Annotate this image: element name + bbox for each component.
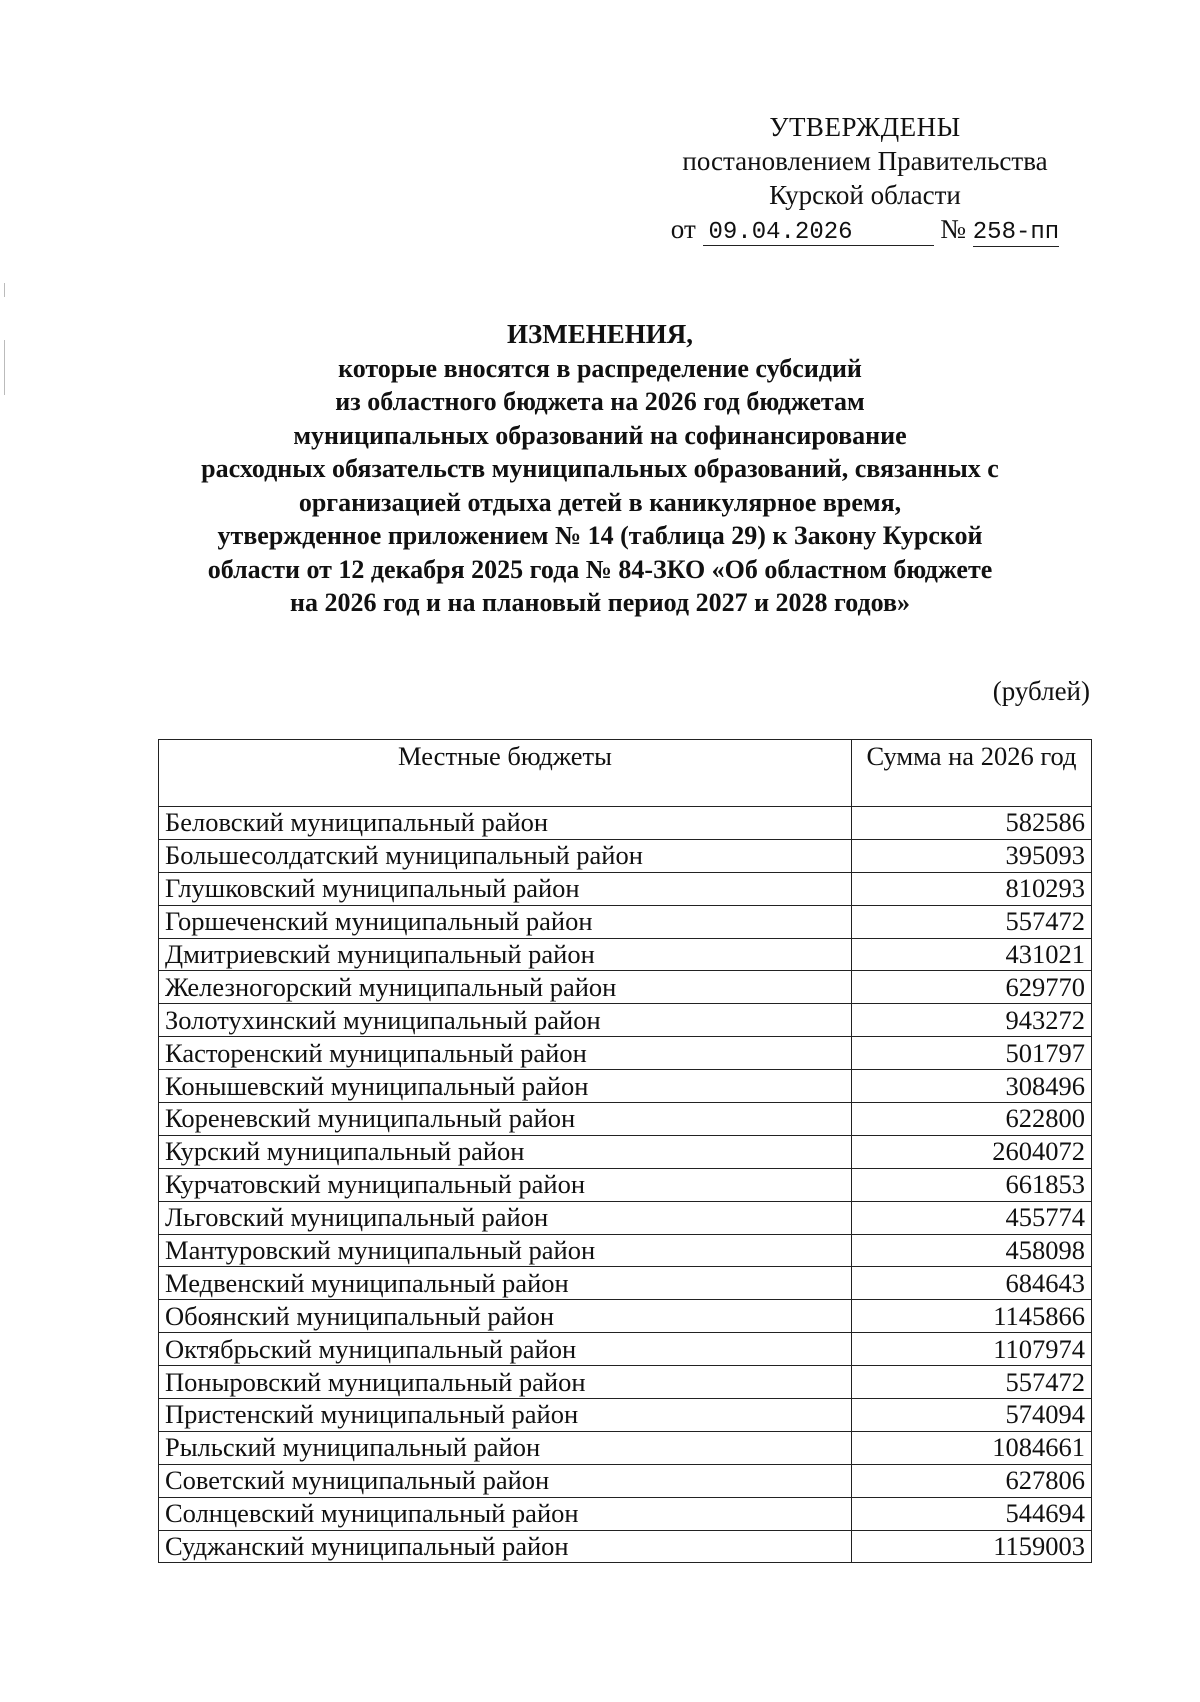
- budget-name-cell: Пристенский муниципальный район: [159, 1399, 852, 1432]
- budget-name-cell: Касторенский муниципальный район: [159, 1037, 852, 1070]
- table-row: [159, 1004, 1092, 1037]
- units-label: (рублей): [992, 676, 1090, 706]
- budget-sum-cell: 582586: [852, 807, 1092, 840]
- table-row: [159, 971, 1092, 1004]
- budget-sum-cell: 2604072: [852, 1135, 1092, 1168]
- budget-sum-cell: 431021: [852, 938, 1092, 971]
- table-row: [159, 1431, 1092, 1464]
- heading-line: муниципальных образований на софинансирование: [293, 420, 907, 450]
- budget-name-cell: Горшеченский муниципальный район: [159, 905, 852, 938]
- budget-sum-cell: 943272: [852, 1004, 1092, 1037]
- budget-name-cell: Рыльский муниципальный район: [159, 1431, 852, 1464]
- table-row: [159, 1201, 1092, 1234]
- heading-line: из областного бюджета на 2026 год бюджетам: [335, 387, 865, 416]
- date-prefix: от: [670, 214, 696, 244]
- budget-sum-cell: 455774: [852, 1201, 1092, 1234]
- table-row: [159, 1366, 1092, 1399]
- budget-sum-cell: 574094: [852, 1399, 1092, 1432]
- budget-table: [158, 739, 1092, 1563]
- budget-name-cell: Советский муниципальный район: [159, 1464, 852, 1497]
- budget-name-cell: Кореневский муниципальный район: [159, 1103, 852, 1136]
- table-row: [159, 938, 1092, 971]
- table-row: [159, 1530, 1092, 1563]
- approval-block: [640, 110, 1090, 246]
- budget-name-cell: Дмитриевский муниципальный район: [159, 938, 852, 971]
- budget-sum-cell: 557472: [852, 905, 1092, 938]
- table-row: [159, 1037, 1092, 1070]
- table-row: [159, 1300, 1092, 1333]
- budget-sum-cell: 1145866: [852, 1300, 1092, 1333]
- budget-name-cell: Октябрьский муниципальный район: [159, 1333, 852, 1366]
- budget-sum-cell: 1084661: [852, 1431, 1092, 1464]
- budget-name-cell: Мантуровский муниципальный район: [159, 1234, 852, 1267]
- heading-title: ИЗМЕНЕНИЯ,: [506, 319, 693, 349]
- budget-sum-cell: 629770: [852, 971, 1092, 1004]
- budget-sum-cell: 1159003: [852, 1530, 1092, 1563]
- table-row: [159, 1464, 1092, 1497]
- heading-line: области от 12 декабря 2025 года № 84-ЗКО «Об областном бюджете: [207, 554, 993, 584]
- table-row: [159, 905, 1092, 938]
- budget-sum-cell: 501797: [852, 1037, 1092, 1070]
- budget-name-cell: Золотухинский муниципальный район: [159, 1004, 852, 1037]
- table-row: [159, 1168, 1092, 1201]
- table-body: [159, 807, 1092, 1563]
- column-header-sum: Сумма на 2026 год: [852, 740, 1092, 807]
- budget-sum-cell: 557472: [852, 1366, 1092, 1399]
- table-row: [159, 1267, 1092, 1300]
- budget-name-cell: Поныровский муниципальный район: [159, 1366, 852, 1399]
- budget-name-cell: Беловский муниципальный район: [159, 807, 852, 840]
- budget-sum-cell: 627806: [852, 1464, 1092, 1497]
- budget-name-cell: Суджанский муниципальный район: [159, 1530, 852, 1563]
- approval-title: УТВЕРЖДЕНЫ: [769, 112, 961, 142]
- table-row: [159, 1234, 1092, 1267]
- column-header-budgets: Местные бюджеты: [159, 740, 852, 807]
- table-row: [159, 1135, 1092, 1168]
- budget-name-cell: Глушковский муниципальный район: [159, 872, 852, 905]
- approval-line-2: Курской области: [769, 180, 961, 210]
- approval-date-line: [640, 212, 1090, 246]
- heading-line: утвержденное приложением № 14 (таблица 29) к Закону Курской: [217, 521, 983, 550]
- budget-name-cell: Обоянский муниципальный район: [159, 1300, 852, 1333]
- table-row: [159, 872, 1092, 905]
- budget-name-cell: Курчатовский муниципальный район: [159, 1168, 852, 1201]
- budget-sum-cell: 458098: [852, 1234, 1092, 1267]
- budget-sum-cell: 684643: [852, 1267, 1092, 1300]
- budget-sum-cell: 395093: [852, 839, 1092, 872]
- budget-name-cell: Солнцевский муниципальный район: [159, 1497, 852, 1530]
- budget-sum-cell: 661853: [852, 1168, 1092, 1201]
- budget-name-cell: Большесолдатский муниципальный район: [159, 839, 852, 872]
- approval-date: 09.04.2026: [703, 221, 934, 246]
- budget-sum-cell: 810293: [852, 872, 1092, 905]
- document-heading: [130, 318, 1070, 620]
- table-row: [159, 1070, 1092, 1103]
- table-row: [159, 1333, 1092, 1366]
- approval-number: 258-пп: [972, 219, 1060, 246]
- budget-name-cell: Железногорский муниципальный район: [159, 971, 852, 1004]
- approval-line-1: постановлением Правительства: [682, 146, 1048, 176]
- table-header-row: [159, 740, 1092, 807]
- heading-line: расходных обязательств муниципальных образований, связанных с: [201, 454, 999, 483]
- table-row: [159, 1399, 1092, 1432]
- budget-name-cell: Льговский муниципальный район: [159, 1201, 852, 1234]
- budget-sum-cell: 308496: [852, 1070, 1092, 1103]
- budget-name-cell: Курский муниципальный район: [159, 1135, 852, 1168]
- scan-edge-mark: [4, 283, 5, 297]
- heading-line: организацией отдыха детей в каникулярное время,: [298, 487, 902, 517]
- budget-sum-cell: 622800: [852, 1103, 1092, 1136]
- budget-name-cell: Конышевский муниципальный район: [159, 1070, 852, 1103]
- table-row: [159, 839, 1092, 872]
- table-row: [159, 807, 1092, 840]
- scan-edge-mark: [4, 340, 5, 395]
- budget-sum-cell: 544694: [852, 1497, 1092, 1530]
- budget-name-cell: Медвенский муниципальный район: [159, 1267, 852, 1300]
- heading-line: на 2026 год и на плановый период 2027 и 2028 годов»: [289, 588, 911, 617]
- table-row: [159, 1497, 1092, 1530]
- budget-sum-cell: 1107974: [852, 1333, 1092, 1366]
- number-prefix: №: [940, 214, 967, 244]
- table-row: [159, 1103, 1092, 1136]
- heading-line: которые вносятся в распределение субсидий: [338, 353, 862, 383]
